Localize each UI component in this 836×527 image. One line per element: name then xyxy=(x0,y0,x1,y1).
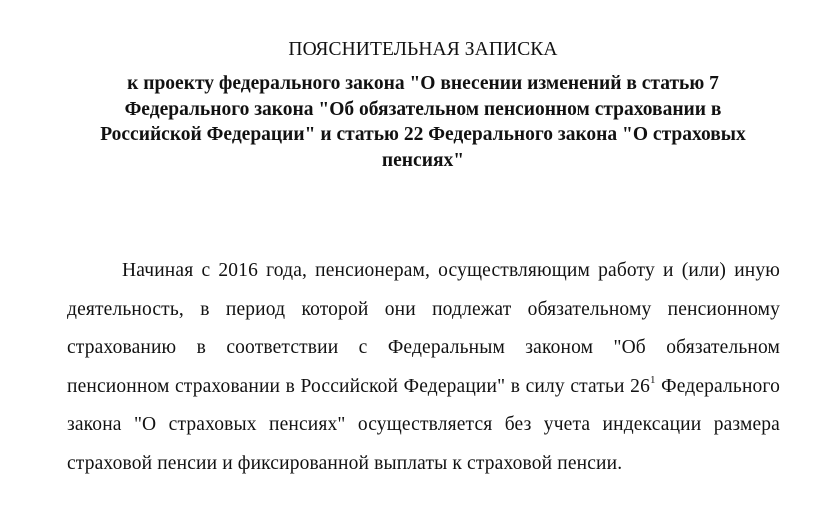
article-superscript: 1 xyxy=(649,374,656,387)
paragraph-text-part-2: Федерального закона "О страховых пенсиях" осуществляется без учета индексации размера страховой пенсии и фиксированной выплаты к страховой пенсии. xyxy=(67,375,780,474)
body-paragraph xyxy=(67,252,780,484)
document-heading: ПОЯСНИТЕЛЬНАЯ ЗАПИСКА xyxy=(288,39,558,60)
paragraph-text-part-1: Начиная с 2016 года, пенсионерам, осуществляющим работу и (или) иную деятельность, в период которой они подлежат обязательному пенсионному страхованию в соответствии с Федеральным законом "Об обязательном пенсионном страховании в Российской Федерации" в силу статьи 26 xyxy=(67,260,780,397)
document-subheading: к проекту федерального закона "О внесении изменений в статью 7 Федерального закона "Об обязательном пенсионном страховании в Российской Федерации" и статью 22 Федерального закона "О страховых пенсиях" xyxy=(100,73,746,171)
